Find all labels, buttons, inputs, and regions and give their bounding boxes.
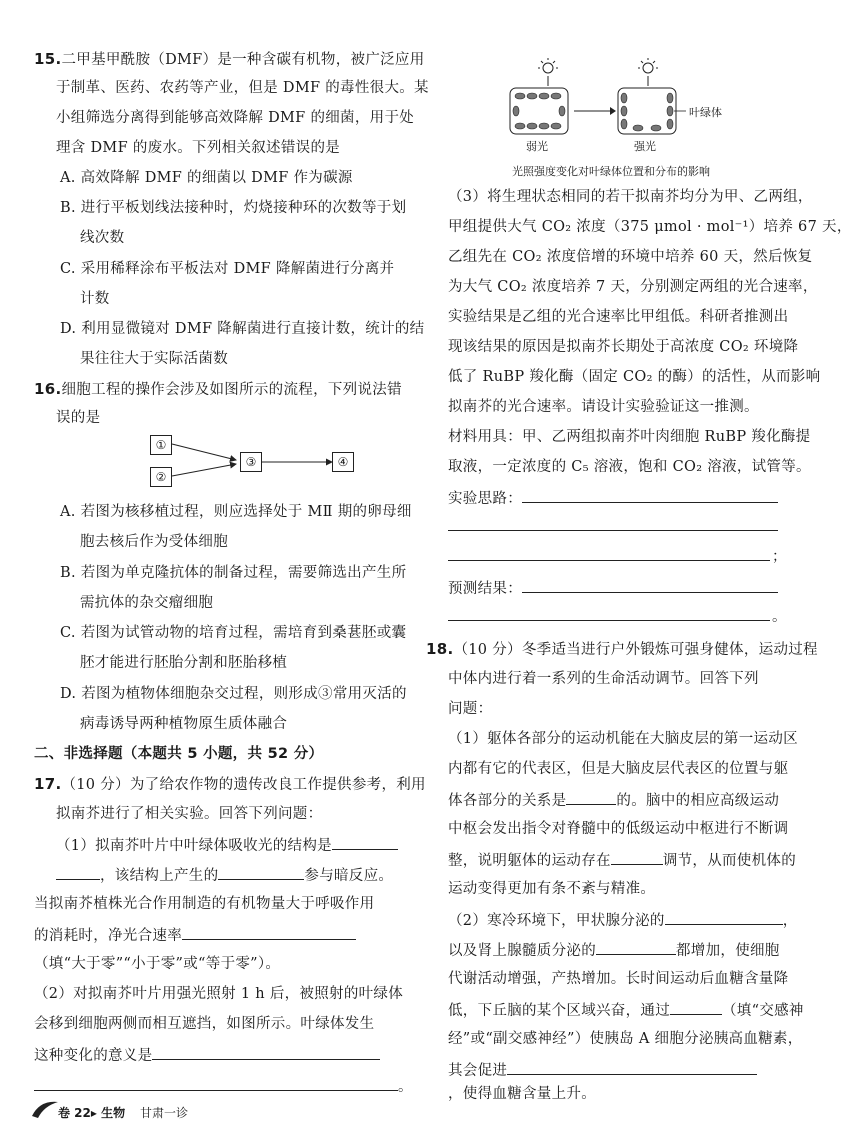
q18-line-14: 经”或“副交感神经”）使胰岛 A 细胞分泌胰高血糖素， <box>448 1031 803 1047</box>
q15-line-2: 于制革、医药、农药等产业，但是 DMF 的毒性很大。某 <box>56 80 429 96</box>
q17-part3-line-8: 拟南芥的光合速率。请设计实验验证这一推测。 <box>448 399 759 415</box>
q16-option-d: D. 若图为植物体细胞杂交过程，则形成③常用灭活的 <box>60 686 407 702</box>
q17-number: 17. <box>34 775 62 793</box>
q18-line-3: 问题： <box>448 701 493 717</box>
figure-caption: 光照强度变化对叶绿体位置和分布的影响 <box>512 165 710 178</box>
q15-option-c-cont: 计数 <box>80 291 110 307</box>
section-heading: 二、非选择题（本题共 5 小题，共 52 分） <box>34 746 324 762</box>
q18-line-7: 中枢会发出指令对脊髓中的低级运动中枢进行不断调 <box>448 821 789 837</box>
footer-region: 甘肃一诊 <box>140 1106 189 1120</box>
q18-line-13: 低，下丘脑的某个区域兴奋，通过 （填“交感神 <box>448 1000 804 1020</box>
q15-option-c: C. 采用稀释涂布平板法对 DMF 降解菌进行分离并 <box>60 261 395 277</box>
q18-line-2: 中体内进行着一系列的生命活动调节。回答下列 <box>448 671 759 687</box>
q18-line-6: 体各部分的关系是 的。脑中的相应高级运动 <box>448 790 779 810</box>
q18-line-12: 代谢活动增强，产热增加。长时间运动后血糖含量降 <box>448 971 789 987</box>
q17-part3-line-6: 现该结果的原因是拟南芥长期处于高浓度 CO₂ 环境降 <box>448 339 799 355</box>
footer-swoosh-icon <box>30 1098 60 1120</box>
q18-number: 18. <box>426 640 454 658</box>
answer-blank[interactable] <box>522 488 778 503</box>
prediction-line: 预测结果： <box>448 578 778 598</box>
answer-blank[interactable] <box>522 578 778 593</box>
q16-option-a-cont: 胞去核后作为受体细胞 <box>80 534 228 550</box>
q16-option-c-cont: 胚才能进行胚胎分割和胚胎移植 <box>80 655 288 671</box>
q17-part3-line-4: 为大气 CO₂ 浓度培养 7 天，分别测定两组的光合速率， <box>448 279 818 295</box>
materials-line-2: 取液，一定浓度的 C₅ 溶液，饱和 CO₂ 溶液，试管等。 <box>448 459 811 475</box>
q18-line-8: 整，说明躯体的运动存在 调节，从而使机体的 <box>448 850 796 870</box>
q16-option-d-cont: 病毒诱导两种植物原生质体融合 <box>80 716 288 732</box>
answer-line[interactable] <box>34 1090 398 1091</box>
flow-box-4: ④ <box>332 452 354 472</box>
answer-line[interactable] <box>448 560 770 561</box>
chloroplast-figure <box>508 58 748 158</box>
q15-option-a: A. 高效降解 DMF 的细菌以 DMF 作为碳源 <box>60 170 353 186</box>
chloroplast-label: 叶绿体 <box>689 106 722 119</box>
q15-option-b-cont: 线次数 <box>80 230 125 246</box>
q17-part2-line-3: 这种变化的意义是 <box>34 1045 380 1065</box>
weak-light-label: 弱光 <box>526 140 548 153</box>
idea-end-semicolon: ； <box>772 549 787 565</box>
q16-option-b: B. 若图为单克隆抗体的制备过程，需要筛选出产生所 <box>60 565 407 581</box>
q16-line-2: 误的是 <box>56 410 101 426</box>
q17-part3-line-2: 甲组提供大气 CO₂ 浓度（375 μmol · mol⁻¹）培养 67 天， <box>448 219 852 235</box>
q17-part1-line-3: 当拟南芥植株光合作用制造的有机物量大于呼吸作用 <box>34 896 375 912</box>
strong-light-label: 强光 <box>634 140 656 153</box>
q16-option-b-cont: 需抗体的杂交瘤细胞 <box>80 595 214 611</box>
q17-part3-line-7: 低了 RuBP 羧化酶（固定 CO₂ 的酶）的活性，从而影响 <box>448 369 821 385</box>
answer-blank[interactable] <box>670 1000 722 1015</box>
experiment-idea-line: 实验思路： <box>448 488 778 508</box>
q15-option-d-cont: 果往往大于实际活菌数 <box>80 351 228 367</box>
q17-part1-line-5: （填“大于零”“小于零”或“等于零”）。 <box>34 956 281 972</box>
answer-blank[interactable] <box>218 865 304 880</box>
answer-blank[interactable] <box>596 940 676 955</box>
q16-line-1: 16.细胞工程的操作会涉及如图所示的流程，下列说法错 <box>34 380 402 398</box>
answer-blank[interactable] <box>332 835 398 850</box>
q17-part1-line-1: （1）拟南芥叶片中叶绿体吸收光的结构是 <box>56 835 398 855</box>
q15-line-1: 15.二甲基甲酰胺（DMF）是一种含碳有机物，被广泛应用 <box>34 50 425 68</box>
q18-line-15: 其会促进 <box>448 1060 757 1080</box>
q15-line-4: 理含 DMF 的废水。下列相关叙述错误的是 <box>56 140 341 156</box>
materials-line-1: 材料用具：甲、乙两组拟南芥叶肉细胞 RuBP 羧化酶提 <box>448 429 811 445</box>
q17-part2-end: 。 <box>398 1079 413 1095</box>
answer-blank[interactable] <box>507 1060 757 1075</box>
answer-line[interactable] <box>448 530 778 531</box>
answer-blank[interactable] <box>152 1045 380 1060</box>
q18-line-5: 内都有它的代表区，但是大脑皮层代表区的位置与躯 <box>448 761 789 777</box>
flow-box-2: ② <box>150 467 172 487</box>
q17-line-1: 17.（10 分）为了给农作物的遗传改良工作提供参考，利用 <box>34 775 426 793</box>
q17-part3-line-3: 乙组先在 CO₂ 浓度倍增的环境中培养 60 天，然后恢复 <box>448 249 813 265</box>
q15-line-3: 小组筛选分离得到能够高效降解 DMF 的细菌，用于处 <box>56 110 415 126</box>
q18-line-11: 以及肾上腺髓质分泌的 都增加，使细胞 <box>448 940 780 960</box>
q16-option-a: A. 若图为核移植过程，则应选择处于 MⅡ 期的卵母细 <box>60 504 412 520</box>
answer-line[interactable] <box>448 620 770 621</box>
q18-line-9: 运动变得更加有条不紊与精准。 <box>448 881 656 897</box>
flow-diagram <box>144 432 349 492</box>
q18-line-10: （2）寒冷环境下，甲状腺分泌的 ， <box>448 910 798 930</box>
q18-line-4: （1）躯体各部分的运动机能在大脑皮层的第一运动区 <box>448 731 798 747</box>
q16-option-c: C. 若图为试管动物的培育过程，需培育到桑葚胚或囊 <box>60 625 407 641</box>
answer-blank[interactable] <box>566 790 616 805</box>
q15-option-b: B. 进行平板划线法接种时，灼烧接种环的次数等于划 <box>60 200 407 216</box>
answer-blank[interactable] <box>182 925 356 940</box>
q17-part2-line-2: 会移到细胞两侧而相互遮挡，如图所示。叶绿体发生 <box>34 1016 375 1032</box>
q18-line-16: ，使得血糖含量上升。 <box>448 1086 596 1102</box>
q17-part2-line-1: （2）对拟南芥叶片用强光照射 1 h 后，被照射的叶绿体 <box>34 986 404 1002</box>
q18-line-1: 18.（10 分）冬季适当进行户外锻炼可强身健体，运动过程 <box>426 640 818 658</box>
q15-number: 15. <box>34 50 62 68</box>
prediction-end: 。 <box>772 609 787 625</box>
flow-box-1: ① <box>150 435 172 455</box>
q17-part1-line-4: 的消耗时，净光合速率 <box>34 925 356 945</box>
q17-part3-line-1: （3）将生理状态相同的若干拟南芥均分为甲、乙两组， <box>448 189 813 205</box>
q17-line-2: 拟南芥进行了相关实验。回答下列问题： <box>56 806 323 822</box>
footer-label: 卷 22▸ 生物 <box>58 1106 126 1120</box>
answer-blank[interactable] <box>56 865 100 880</box>
answer-blank[interactable] <box>665 910 783 925</box>
q17-part3-line-5: 实验结果是乙组的光合速率比甲组低。科研者推测出 <box>448 309 789 325</box>
q17-part1-line-2: ，该结构上产生的 参与暗反应。 <box>56 865 393 885</box>
flow-box-3: ③ <box>240 452 262 472</box>
q16-number: 16. <box>34 380 62 398</box>
answer-blank[interactable] <box>611 850 663 865</box>
q15-option-d: D. 利用显微镜对 DMF 降解菌进行直接计数，统计的结 <box>60 321 425 337</box>
